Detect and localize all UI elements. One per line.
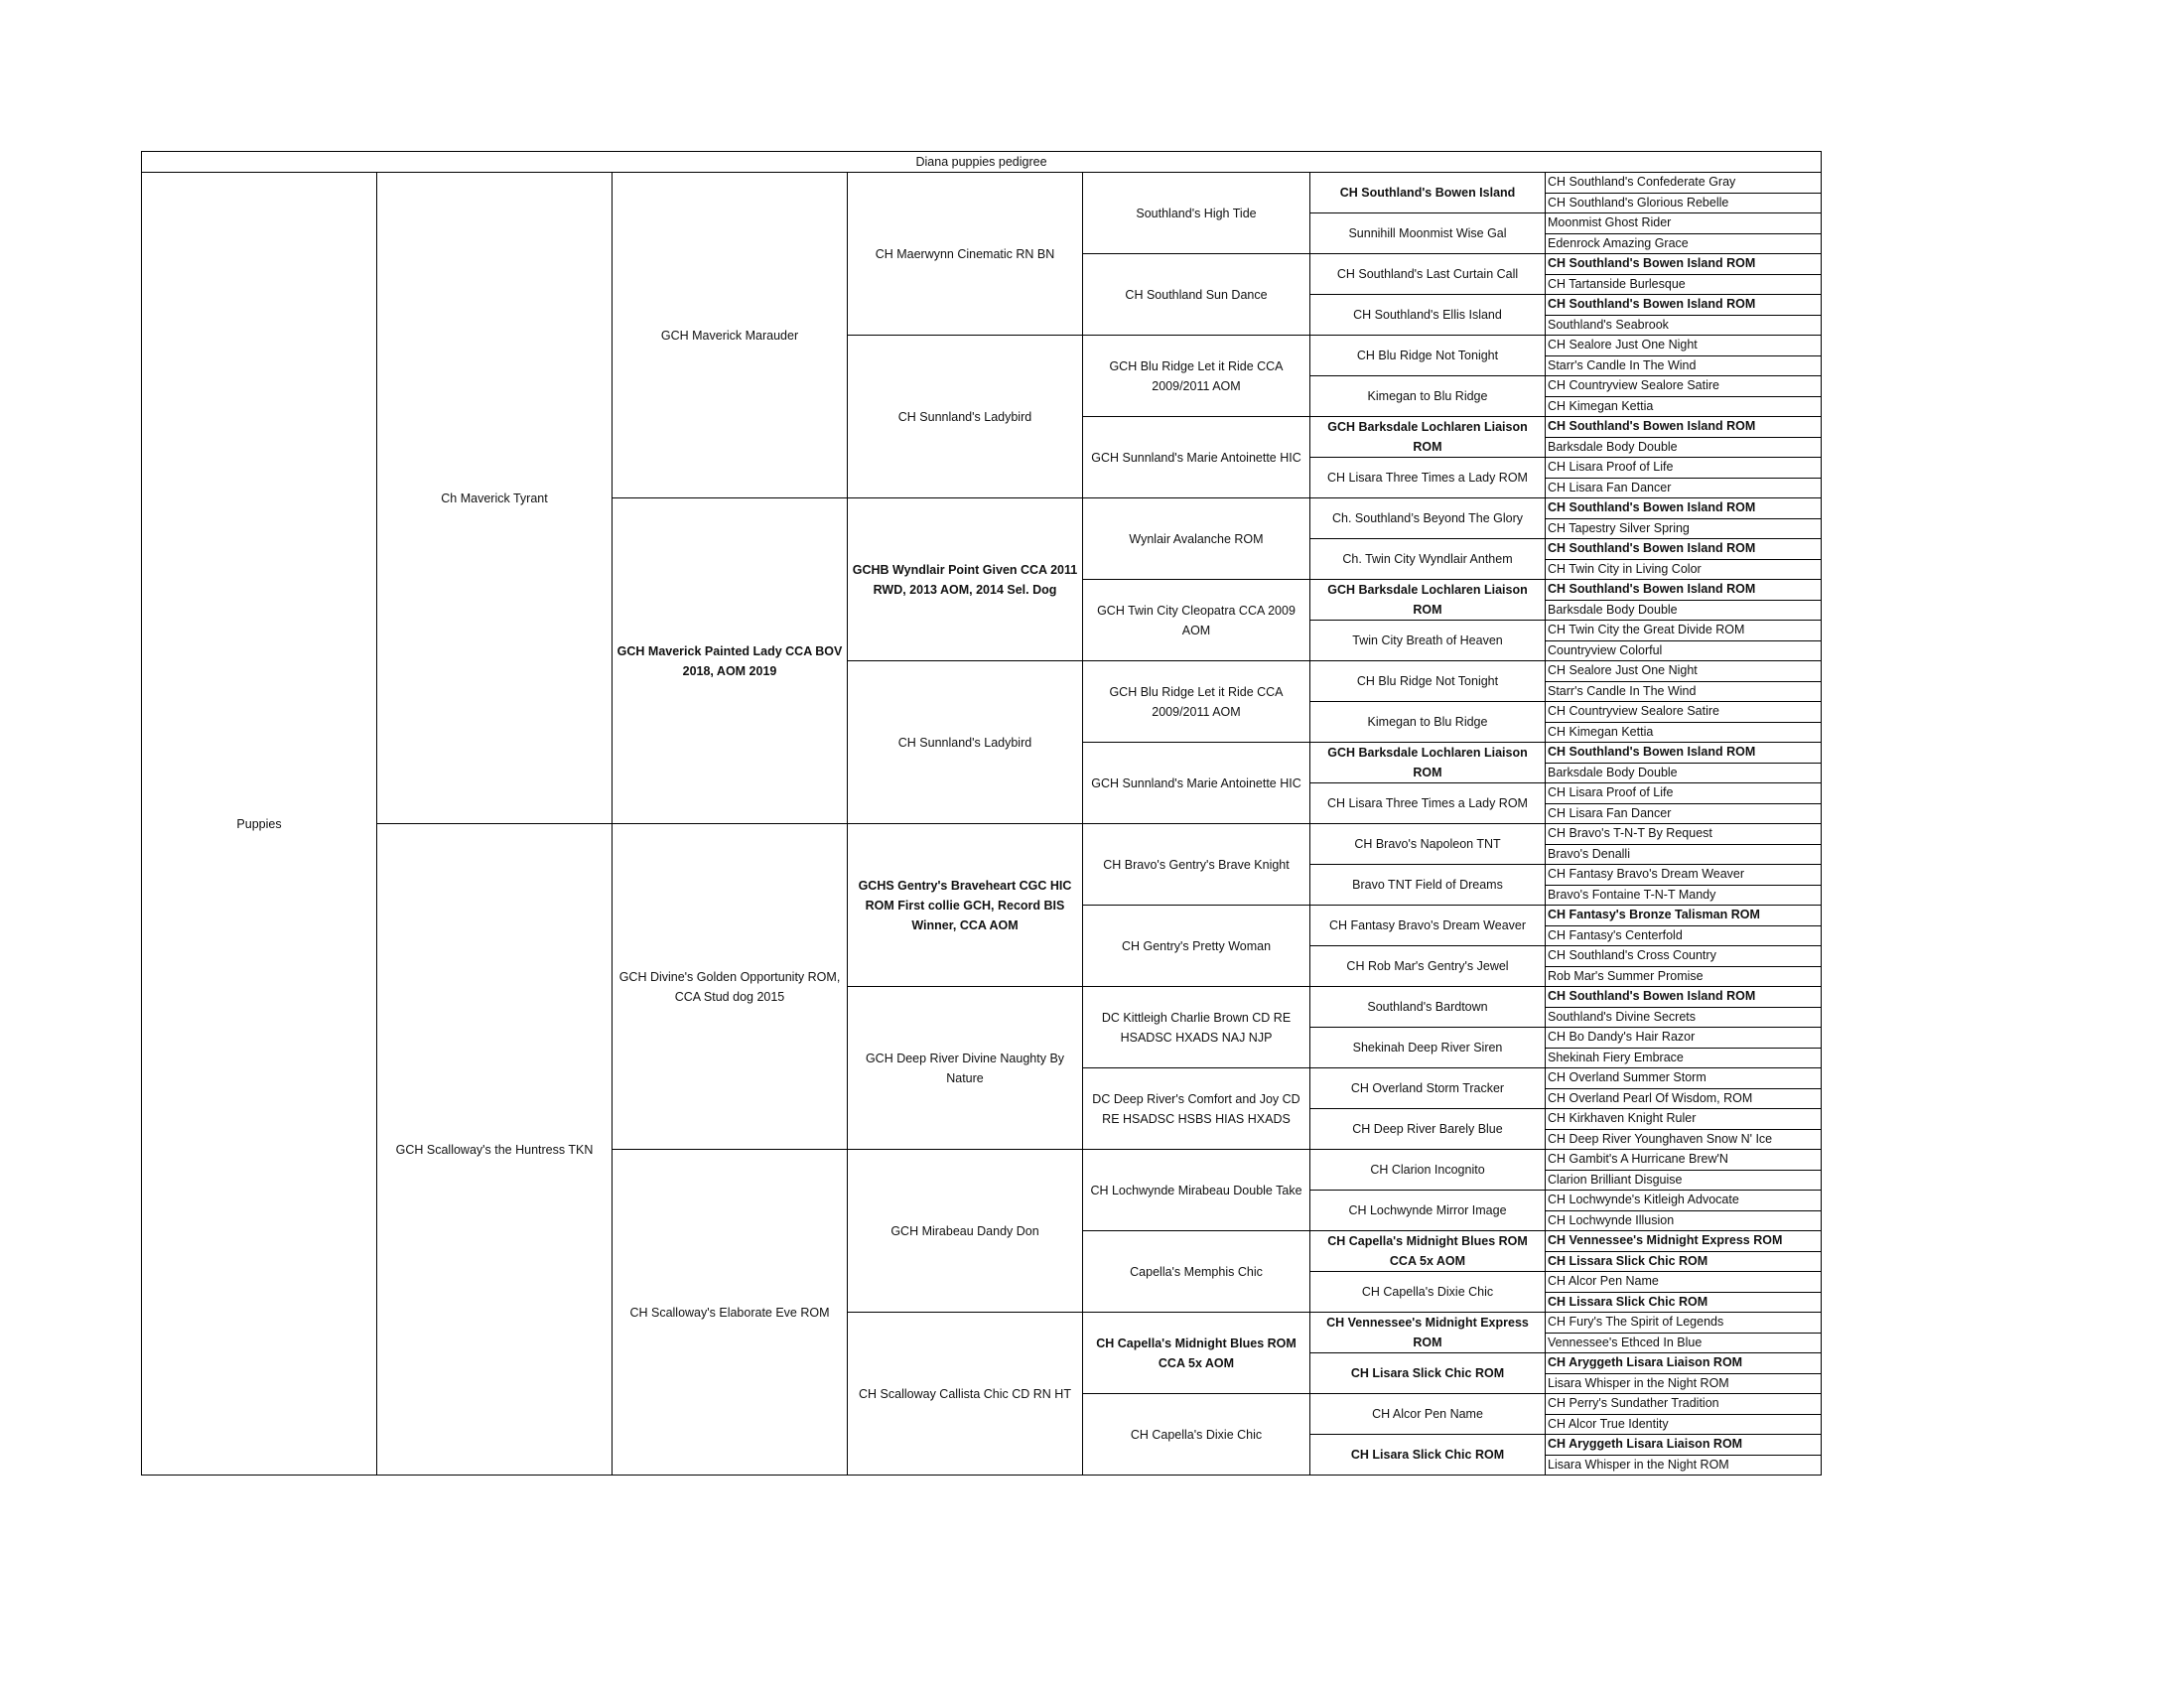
gen4-ancestor-cell: Wynlair Avalanche ROM bbox=[1083, 498, 1310, 580]
great-grandparent-cell: CH Maerwynn Cinematic RN BN bbox=[848, 173, 1083, 336]
gen5-ancestor-cell: Twin City Breath of Heaven bbox=[1310, 621, 1546, 661]
gen6-ancestor-cell: CH Lissara Slick Chic ROM bbox=[1546, 1251, 1822, 1272]
gen5-ancestor-cell: CH Fantasy Bravo's Dream Weaver bbox=[1310, 906, 1546, 946]
gen5-ancestor-cell: CH Clarion Incognito bbox=[1310, 1150, 1546, 1191]
gen4-ancestor-cell: DC Deep River's Comfort and Joy CD RE HSADSC HSBS HIAS HXADS bbox=[1083, 1068, 1310, 1150]
gen6-ancestor-cell: CH Bravo's T-N-T By Request bbox=[1546, 824, 1822, 845]
gen5-ancestor-cell: CH Southland's Ellis Island bbox=[1310, 295, 1546, 336]
gen6-ancestor-cell: CH Southland's Bowen Island ROM bbox=[1546, 295, 1822, 316]
gen5-ancestor-cell: CH Blu Ridge Not Tonight bbox=[1310, 336, 1546, 376]
gen6-ancestor-cell: CH Twin City in Living Color bbox=[1546, 559, 1822, 580]
title-row bbox=[142, 152, 1822, 173]
great-grandparent-cell: GCHB Wyndlair Point Given CCA 2011 RWD, 2013 AOM, 2014 Sel. Dog bbox=[848, 498, 1083, 661]
gen5-ancestor-cell: Kimegan to Blu Ridge bbox=[1310, 702, 1546, 743]
gen6-ancestor-cell: Lisara Whisper in the Night ROM bbox=[1546, 1455, 1822, 1476]
gen6-ancestor-cell: CH Perry's Sundather Tradition bbox=[1546, 1394, 1822, 1415]
gen6-ancestor-cell: CH Overland Pearl Of Wisdom, ROM bbox=[1546, 1088, 1822, 1109]
great-grandparent-cell: CH Sunnland's Ladybird bbox=[848, 336, 1083, 498]
gen5-ancestor-cell: Kimegan to Blu Ridge bbox=[1310, 376, 1546, 417]
gen5-ancestor-cell: GCH Barksdale Lochlaren Liaison ROM bbox=[1310, 417, 1546, 458]
gen5-ancestor-cell: CH Lochwynde Mirror Image bbox=[1310, 1191, 1546, 1231]
gen6-ancestor-cell: CH Southland's Bowen Island ROM bbox=[1546, 498, 1822, 519]
gen4-ancestor-cell: GCH Blu Ridge Let it Ride CCA 2009/2011 AOM bbox=[1083, 336, 1310, 417]
gen5-ancestor-cell: CH Bravo's Napoleon TNT bbox=[1310, 824, 1546, 865]
gen4-ancestor-cell: CH Lochwynde Mirabeau Double Take bbox=[1083, 1150, 1310, 1231]
gen5-ancestor-cell: Southland's Bardtown bbox=[1310, 987, 1546, 1028]
gen6-ancestor-cell: CH Aryggeth Lisara Liaison ROM bbox=[1546, 1435, 1822, 1456]
gen6-ancestor-cell: Countryview Colorful bbox=[1546, 640, 1822, 661]
gen5-ancestor-cell: CH Blu Ridge Not Tonight bbox=[1310, 661, 1546, 702]
pedigree-row bbox=[142, 173, 1822, 194]
gen6-ancestor-cell: CH Lissara Slick Chic ROM bbox=[1546, 1292, 1822, 1313]
gen6-ancestor-cell: CH Aryggeth Lisara Liaison ROM bbox=[1546, 1353, 1822, 1374]
gen6-ancestor-cell: CH Fantasy's Bronze Talisman ROM bbox=[1546, 906, 1822, 926]
gen5-ancestor-cell: CH Lisara Three Times a Lady ROM bbox=[1310, 783, 1546, 824]
gen5-ancestor-cell: Ch. Southland’s Beyond The Glory bbox=[1310, 498, 1546, 539]
gen4-ancestor-cell: GCH Sunnland's Marie Antoinette HIC bbox=[1083, 743, 1310, 824]
gen4-ancestor-cell: CH Capella's Dixie Chic bbox=[1083, 1394, 1310, 1476]
gen5-ancestor-cell: CH Alcor Pen Name bbox=[1310, 1394, 1546, 1435]
gen6-ancestor-cell: Barksdale Body Double bbox=[1546, 437, 1822, 458]
gen4-ancestor-cell: CH Gentry's Pretty Woman bbox=[1083, 906, 1310, 987]
gen6-ancestor-cell: CH Kirkhaven Knight Ruler bbox=[1546, 1109, 1822, 1130]
gen6-ancestor-cell: CH Sealore Just One Night bbox=[1546, 661, 1822, 682]
gen5-ancestor-cell: Sunnihill Moonmist Wise Gal bbox=[1310, 213, 1546, 254]
grandparent-cell: GCH Maverick Marauder bbox=[613, 173, 848, 498]
gen6-ancestor-cell: Lisara Whisper in the Night ROM bbox=[1546, 1373, 1822, 1394]
gen5-ancestor-cell: CH Lisara Slick Chic ROM bbox=[1310, 1353, 1546, 1394]
gen6-ancestor-cell: CH Gambit's A Hurricane Brew'N bbox=[1546, 1150, 1822, 1171]
great-grandparent-cell: GCH Mirabeau Dandy Don bbox=[848, 1150, 1083, 1313]
gen6-ancestor-cell: CH Fantasy's Centerfold bbox=[1546, 925, 1822, 946]
gen6-ancestor-cell: Edenrock Amazing Grace bbox=[1546, 233, 1822, 254]
great-grandparent-cell: GCHS Gentry's Braveheart CGC HIC ROM First collie GCH, Record BIS Winner, CCA AOM bbox=[848, 824, 1083, 987]
gen6-ancestor-cell: CH Alcor True Identity bbox=[1546, 1414, 1822, 1435]
gen5-ancestor-cell: CH Rob Mar's Gentry's Jewel bbox=[1310, 946, 1546, 987]
gen6-ancestor-cell: CH Lisara Proof of Life bbox=[1546, 458, 1822, 479]
great-grandparent-cell: CH Scalloway Callista Chic CD RN HT bbox=[848, 1313, 1083, 1476]
gen6-ancestor-cell: CH Southland's Bowen Island ROM bbox=[1546, 539, 1822, 560]
great-grandparent-cell: GCH Deep River Divine Naughty By Nature bbox=[848, 987, 1083, 1150]
gen6-ancestor-cell: CH Southland's Bowen Island ROM bbox=[1546, 743, 1822, 764]
gen6-ancestor-cell: CH Bo Dandy's Hair Razor bbox=[1546, 1028, 1822, 1049]
gen5-ancestor-cell: CH Capella's Dixie Chic bbox=[1310, 1272, 1546, 1313]
gen4-ancestor-cell: CH Southland Sun Dance bbox=[1083, 254, 1310, 336]
gen6-ancestor-cell: CH Deep River Younghaven Snow N' Ice bbox=[1546, 1129, 1822, 1150]
gen5-ancestor-cell: CH Capella's Midnight Blues ROM CCA 5x AOM bbox=[1310, 1231, 1546, 1272]
gen6-ancestor-cell: CH Lisara Fan Dancer bbox=[1546, 478, 1822, 498]
gen5-ancestor-cell: CH Lisara Slick Chic ROM bbox=[1310, 1435, 1546, 1476]
gen6-ancestor-cell: CH Twin City the Great Divide ROM bbox=[1546, 621, 1822, 641]
gen5-ancestor-cell: CH Southland's Bowen Island bbox=[1310, 173, 1546, 213]
gen6-ancestor-cell: CH Fury's The Spirit of Legends bbox=[1546, 1313, 1822, 1334]
gen6-ancestor-cell: CH Alcor Pen Name bbox=[1546, 1272, 1822, 1293]
gen6-ancestor-cell: CH Lochwynde's Kitleigh Advocate bbox=[1546, 1191, 1822, 1211]
gen5-ancestor-cell: CH Lisara Three Times a Lady ROM bbox=[1310, 458, 1546, 498]
grandparent-cell: GCH Divine's Golden Opportunity ROM, CCA Stud dog 2015 bbox=[613, 824, 848, 1150]
gen6-ancestor-cell: CH Southland's Bowen Island ROM bbox=[1546, 987, 1822, 1008]
gen6-ancestor-cell: Bravo's Denalli bbox=[1546, 844, 1822, 865]
gen4-ancestor-cell: GCH Twin City Cleopatra CCA 2009 AOM bbox=[1083, 580, 1310, 661]
gen6-ancestor-cell: Vennessee's Ethced In Blue bbox=[1546, 1333, 1822, 1353]
gen6-ancestor-cell: CH Vennessee's Midnight Express ROM bbox=[1546, 1231, 1822, 1252]
grandparent-cell: CH Scalloway's Elaborate Eve ROM bbox=[613, 1150, 848, 1476]
gen6-ancestor-cell: CH Lisara Proof of Life bbox=[1546, 783, 1822, 804]
gen4-ancestor-cell: GCH Sunnland's Marie Antoinette HIC bbox=[1083, 417, 1310, 498]
gen6-ancestor-cell: CH Countryview Sealore Satire bbox=[1546, 376, 1822, 397]
gen6-ancestor-cell: Starr's Candle In The Wind bbox=[1546, 681, 1822, 702]
gen6-ancestor-cell: CH Sealore Just One Night bbox=[1546, 336, 1822, 356]
gen6-ancestor-cell: CH Southland's Cross Country bbox=[1546, 946, 1822, 967]
gen6-ancestor-cell: CH Overland Summer Storm bbox=[1546, 1068, 1822, 1089]
table-title: Diana puppies pedigree bbox=[142, 152, 1822, 173]
gen5-ancestor-cell: Shekinah Deep River Siren bbox=[1310, 1028, 1546, 1068]
gen5-ancestor-cell: CH Vennessee's Midnight Express ROM bbox=[1310, 1313, 1546, 1353]
gen6-ancestor-cell: CH Tapestry Silver Spring bbox=[1546, 518, 1822, 539]
gen5-ancestor-cell: CH Southland's Last Curtain Call bbox=[1310, 254, 1546, 295]
gen5-ancestor-cell: Bravo TNT Field of Dreams bbox=[1310, 865, 1546, 906]
gen6-ancestor-cell: CH Countryview Sealore Satire bbox=[1546, 702, 1822, 723]
gen6-ancestor-cell: Starr's Candle In The Wind bbox=[1546, 355, 1822, 376]
gen6-ancestor-cell: Bravo's Fontaine T-N-T Mandy bbox=[1546, 885, 1822, 906]
gen6-ancestor-cell: Rob Mar's Summer Promise bbox=[1546, 966, 1822, 987]
pedigree-body bbox=[142, 152, 1822, 1476]
pedigree-row bbox=[142, 824, 1822, 845]
gen6-ancestor-cell: CH Southland's Confederate Gray bbox=[1546, 173, 1822, 194]
gen4-ancestor-cell: GCH Blu Ridge Let it Ride CCA 2009/2011 AOM bbox=[1083, 661, 1310, 743]
gen4-ancestor-cell: DC Kittleigh Charlie Brown CD RE HSADSC HXADS NAJ NJP bbox=[1083, 987, 1310, 1068]
gen5-ancestor-cell: Ch. Twin City Wyndlair Anthem bbox=[1310, 539, 1546, 580]
gen6-ancestor-cell: Southland's Seabrook bbox=[1546, 315, 1822, 336]
parent-cell: Ch Maverick Tyrant bbox=[377, 173, 613, 824]
gen6-ancestor-cell: CH Tartanside Burlesque bbox=[1546, 274, 1822, 295]
gen6-ancestor-cell: CH Lisara Fan Dancer bbox=[1546, 803, 1822, 824]
gen6-ancestor-cell: Barksdale Body Double bbox=[1546, 600, 1822, 621]
gen6-ancestor-cell: CH Southland's Bowen Island ROM bbox=[1546, 254, 1822, 275]
gen4-ancestor-cell: CH Bravo's Gentry's Brave Knight bbox=[1083, 824, 1310, 906]
gen5-ancestor-cell: GCH Barksdale Lochlaren Liaison ROM bbox=[1310, 743, 1546, 783]
gen6-ancestor-cell: CH Southland's Glorious Rebelle bbox=[1546, 193, 1822, 213]
gen6-ancestor-cell: Barksdale Body Double bbox=[1546, 763, 1822, 783]
gen6-ancestor-cell: Shekinah Fiery Embrace bbox=[1546, 1048, 1822, 1068]
gen5-ancestor-cell: CH Deep River Barely Blue bbox=[1310, 1109, 1546, 1150]
great-grandparent-cell: CH Sunnland's Ladybird bbox=[848, 661, 1083, 824]
parent-cell: GCH Scalloway's the Huntress TKN bbox=[377, 824, 613, 1476]
grandparent-cell: GCH Maverick Painted Lady CCA BOV 2018, AOM 2019 bbox=[613, 498, 848, 824]
gen4-ancestor-cell: Capella's Memphis Chic bbox=[1083, 1231, 1310, 1313]
gen6-ancestor-cell: Southland's Divine Secrets bbox=[1546, 1007, 1822, 1028]
gen5-ancestor-cell: GCH Barksdale Lochlaren Liaison ROM bbox=[1310, 580, 1546, 621]
gen6-ancestor-cell: CH Southland's Bowen Island ROM bbox=[1546, 417, 1822, 438]
gen4-ancestor-cell: Southland's High Tide bbox=[1083, 173, 1310, 254]
gen6-ancestor-cell: Clarion Brilliant Disguise bbox=[1546, 1170, 1822, 1191]
gen6-ancestor-cell: Moonmist Ghost Rider bbox=[1546, 213, 1822, 234]
gen5-ancestor-cell: CH Overland Storm Tracker bbox=[1310, 1068, 1546, 1109]
subject-cell: Puppies bbox=[142, 173, 377, 1476]
gen4-ancestor-cell: CH Capella's Midnight Blues ROM CCA 5x AOM bbox=[1083, 1313, 1310, 1394]
pedigree-table bbox=[141, 151, 1822, 1476]
gen6-ancestor-cell: CH Lochwynde Illusion bbox=[1546, 1210, 1822, 1231]
gen6-ancestor-cell: CH Kimegan Kettia bbox=[1546, 722, 1822, 743]
gen6-ancestor-cell: CH Fantasy Bravo's Dream Weaver bbox=[1546, 865, 1822, 886]
gen6-ancestor-cell: CH Kimegan Kettia bbox=[1546, 396, 1822, 417]
gen6-ancestor-cell: CH Southland's Bowen Island ROM bbox=[1546, 580, 1822, 601]
